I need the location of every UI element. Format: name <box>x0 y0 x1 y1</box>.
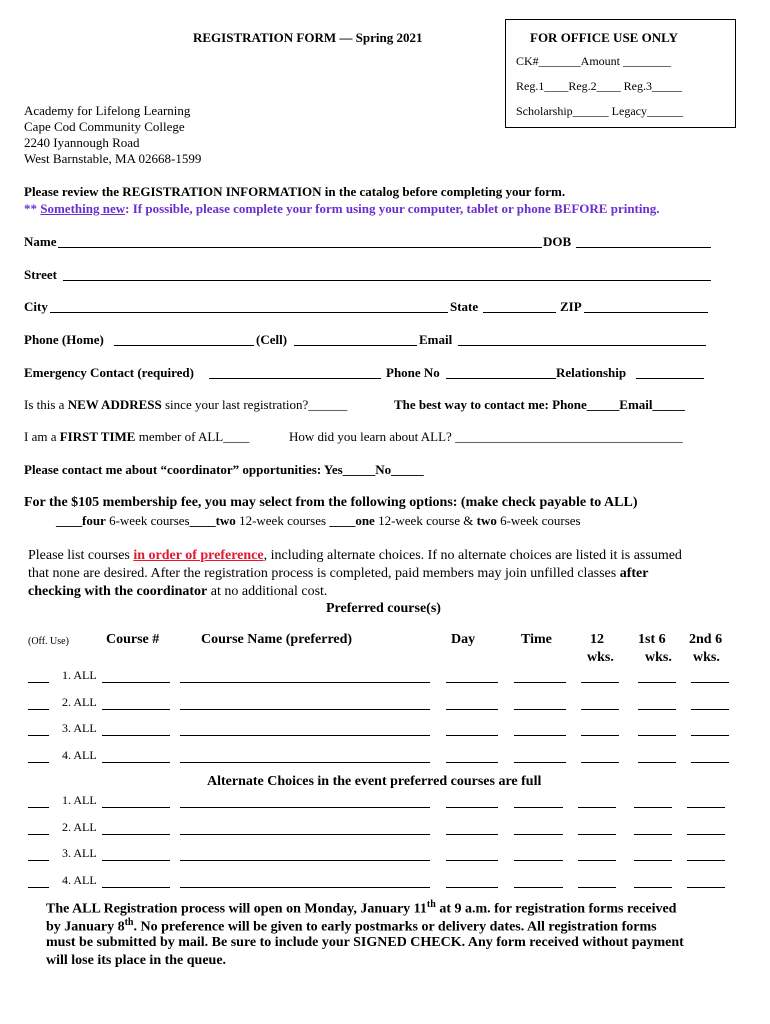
course-number-field[interactable] <box>102 762 170 763</box>
name-label: Name <box>24 234 57 249</box>
course-number-header: Course # <box>106 632 160 647</box>
off-use-field[interactable] <box>28 709 49 710</box>
emergency-phone-field[interactable] <box>446 378 556 379</box>
q-text: Is this a <box>24 397 68 412</box>
option-blank[interactable]: ____ <box>189 513 216 528</box>
col-12wks-b: wks. <box>587 650 614 665</box>
off-use-field[interactable] <box>28 735 49 736</box>
option-text: 12-week courses <box>235 513 330 528</box>
course-number-field[interactable] <box>102 834 170 835</box>
second6-field[interactable] <box>691 762 729 763</box>
first-time-question <box>24 429 249 445</box>
state-field[interactable] <box>483 312 556 313</box>
office-row-check: CK#_______Amount ________ <box>516 54 672 68</box>
email-label: Email <box>419 332 453 347</box>
q-text: member of ALL____ <box>135 429 250 444</box>
course-row-label: 2. ALL <box>62 694 97 709</box>
first6-field[interactable] <box>638 709 676 710</box>
membership-line <box>24 495 637 511</box>
time-field[interactable] <box>514 860 563 861</box>
option-blank[interactable]: ____ <box>56 513 82 528</box>
col-1st6-a: 1st 6 <box>638 632 666 647</box>
prefs-emphasis: in order of preference <box>133 548 264 563</box>
course-name-field[interactable] <box>180 735 430 736</box>
prefs-line-2 <box>28 566 648 582</box>
cell-label: (Cell) <box>256 332 288 347</box>
relationship-field[interactable] <box>636 378 704 379</box>
day-header: Day <box>451 632 476 647</box>
option-text: 12-week course & <box>374 513 477 528</box>
off-use-field[interactable] <box>28 762 49 763</box>
wks12-field[interactable] <box>581 682 619 683</box>
footer-line-4: will lose its place in the queue. <box>46 953 227 968</box>
off-use-field[interactable] <box>28 887 49 888</box>
second6-field[interactable] <box>687 887 725 888</box>
street-field[interactable] <box>63 280 711 281</box>
day-field[interactable] <box>446 860 498 861</box>
emergency-field[interactable] <box>209 378 381 379</box>
col-12wks-a: 12 <box>590 632 604 647</box>
second6-field[interactable] <box>687 834 725 835</box>
day-field[interactable] <box>446 735 498 736</box>
footer-text: . No preference will be given to early postmarks or delivery dates. All registration forms <box>133 919 657 935</box>
col-2nd6-a: 2nd 6 <box>689 632 723 647</box>
course-row-label: 4. ALL <box>62 747 97 762</box>
phone-no-label: Phone No <box>386 365 440 380</box>
course-row-label: 3. ALL <box>62 721 97 735</box>
wks12-field[interactable] <box>578 807 616 808</box>
day-field[interactable] <box>446 887 498 888</box>
dob-label: DOB <box>543 234 572 249</box>
footer-text: by January 8 <box>46 919 125 935</box>
preferred-courses-title: Preferred course(s) <box>326 601 441 616</box>
address-line: West Barnstable, MA 02668-1599 <box>24 151 202 166</box>
course-name-header: Course Name (preferred) <box>201 632 353 647</box>
footer-sup: th <box>426 899 436 910</box>
col-2nd6-b: wks. <box>693 650 720 665</box>
day-field[interactable] <box>446 807 498 808</box>
option-text: 6-week courses <box>496 513 581 528</box>
first6-field[interactable] <box>638 682 676 683</box>
phone-home-field[interactable] <box>114 345 254 346</box>
membership-text: : (make check payable to ALL) <box>452 495 638 510</box>
course-number-field[interactable] <box>102 807 170 808</box>
course-name-field[interactable] <box>180 887 430 888</box>
course-row-label: 3. ALL <box>62 846 97 860</box>
best-contact: The best way to contact me: Phone_____Email_____ <box>394 397 686 412</box>
course-name-field[interactable] <box>180 709 430 710</box>
footer-line-3: must be submitted by mail. Be sure to include your SIGNED CHECK. Any form received without payment <box>46 935 684 950</box>
q-bold: NEW ADDRESS <box>67 397 162 412</box>
address-line: Academy for Lifelong Learning <box>24 103 191 118</box>
wks12-field[interactable] <box>581 762 619 763</box>
address-line: 2240 Iyannough Road <box>24 135 140 150</box>
course-name-field[interactable] <box>180 762 430 763</box>
wks12-field[interactable] <box>578 887 616 888</box>
footer-text: at 9 a.m. for registration forms received <box>435 901 677 917</box>
off-use-field[interactable] <box>28 860 49 861</box>
notice-line: Please review the REGISTRATION INFORMATION in the catalog before completing your form. <box>24 184 566 199</box>
course-row-label: 1. ALL <box>62 668 97 682</box>
first6-field[interactable] <box>634 834 672 835</box>
office-row-scholarship: Scholarship______ Legacy______ <box>516 104 683 118</box>
option-bold: two <box>476 513 497 528</box>
footer-line-2 <box>46 917 657 936</box>
course-number-field[interactable] <box>102 709 170 710</box>
new-address-question <box>24 397 347 413</box>
second6-field[interactable] <box>691 682 729 683</box>
col-1st6-b: wks. <box>645 650 672 665</box>
prefs-bold: after <box>619 566 649 581</box>
second6-field[interactable] <box>691 709 729 710</box>
second6-field[interactable] <box>687 807 725 808</box>
q-text: since your last registration?______ <box>161 397 348 412</box>
time-field[interactable] <box>514 887 563 888</box>
footer-text: The ALL Registration process will open on Monday, January 11 <box>46 901 427 917</box>
name-field[interactable] <box>58 247 542 248</box>
emergency-label: Emergency Contact (required) <box>24 365 194 380</box>
q-bold: FIRST TIME <box>59 429 136 444</box>
zip-label: ZIP <box>560 299 582 314</box>
off-use-field[interactable] <box>28 834 49 835</box>
wks12-field[interactable] <box>578 860 616 861</box>
option-text: 6-week courses <box>105 513 190 528</box>
off-use-field[interactable] <box>28 807 49 808</box>
prefs-text: Please list courses <box>28 548 134 563</box>
prefs-line-3 <box>28 584 327 600</box>
form-title: REGISTRATION FORM — Spring 2021 <box>193 30 423 45</box>
course-number-field[interactable] <box>102 887 170 888</box>
street-label: Street <box>24 267 57 282</box>
prefs-text: that none are desired. After the registration process is completed, paid members may join unfilled classes <box>28 566 620 581</box>
q-text: I am a <box>24 429 60 444</box>
time-field[interactable] <box>514 834 563 835</box>
time-field[interactable] <box>514 709 566 710</box>
office-use-title: FOR OFFICE USE ONLY <box>530 30 678 45</box>
dob-field[interactable] <box>576 247 711 248</box>
city-field[interactable] <box>50 312 448 313</box>
prefs-bold: checking with the coordinator <box>28 584 208 599</box>
city-label: City <box>24 299 48 314</box>
wks12-field[interactable] <box>581 735 619 736</box>
course-name-field[interactable] <box>180 860 430 861</box>
day-field[interactable] <box>446 709 498 710</box>
day-field[interactable] <box>446 762 498 763</box>
wks12-field[interactable] <box>581 709 619 710</box>
first6-field[interactable] <box>634 860 672 861</box>
first6-field[interactable] <box>634 807 672 808</box>
second6-field[interactable] <box>691 735 729 736</box>
time-header: Time <box>521 632 552 647</box>
off-use-header: (Off. Use) <box>28 636 69 647</box>
option-bold: one <box>355 513 375 528</box>
coordinator-question: Please contact me about “coordinator” opportunities: Yes_____No_____ <box>24 462 424 477</box>
course-name-field[interactable] <box>180 682 430 683</box>
option-blank[interactable]: ____ <box>329 513 356 528</box>
day-field[interactable] <box>446 834 498 835</box>
stars: ** <box>24 201 41 216</box>
first6-field[interactable] <box>638 762 676 763</box>
course-name-field[interactable] <box>180 834 430 835</box>
option-bold: four <box>82 513 106 528</box>
address-line: Cape Cod Community College <box>24 119 185 134</box>
relationship-label: Relationship <box>556 365 627 380</box>
day-field[interactable] <box>446 682 498 683</box>
something-new: Something new <box>40 201 126 216</box>
footer-sup: th <box>124 917 134 928</box>
phone-home-label: Phone (Home) <box>24 332 104 347</box>
time-field[interactable] <box>514 682 566 683</box>
notice-new-text: : If possible, please complete your form using your computer, tablet or phone BEFORE printing. <box>125 201 660 216</box>
cell-field[interactable] <box>294 345 417 346</box>
first6-field[interactable] <box>638 735 676 736</box>
option-bold: two <box>215 513 236 528</box>
footer-line-1 <box>46 899 676 918</box>
time-field[interactable] <box>514 807 563 808</box>
notice-new <box>24 201 659 217</box>
course-row-label: 4. ALL <box>62 872 97 887</box>
wks12-field[interactable] <box>578 834 616 835</box>
course-number-field[interactable] <box>102 860 170 861</box>
course-row-label: 2. ALL <box>62 819 97 834</box>
course-number-field[interactable] <box>102 735 170 736</box>
membership-text: For the $105 membership fee, you may select from the following options <box>24 495 453 510</box>
course-number-field[interactable] <box>102 682 170 683</box>
learn-about-question: How did you learn about ALL? ___________________________________ <box>289 429 683 444</box>
prefs-text: , including alternate choices. If no alternate choices are listed it is assumed <box>263 548 682 563</box>
alternate-choices-title: Alternate Choices in the event preferred courses are full <box>207 774 542 789</box>
off-use-field[interactable] <box>28 682 49 683</box>
course-name-field[interactable] <box>180 807 430 808</box>
state-label: State <box>450 299 479 314</box>
course-row-label: 1. ALL <box>62 793 97 807</box>
zip-field[interactable] <box>584 312 708 313</box>
academy-address <box>24 103 201 167</box>
prefs-line-1 <box>28 548 682 564</box>
prefs-text: at no additional cost. <box>207 584 328 599</box>
second6-field[interactable] <box>687 860 725 861</box>
time-field[interactable] <box>514 762 566 763</box>
membership-options <box>56 513 581 529</box>
time-field[interactable] <box>514 735 566 736</box>
first6-field[interactable] <box>634 887 672 888</box>
email-field[interactable] <box>458 345 706 346</box>
office-row-reg: Reg.1____Reg.2____ Reg.3_____ <box>516 79 682 93</box>
